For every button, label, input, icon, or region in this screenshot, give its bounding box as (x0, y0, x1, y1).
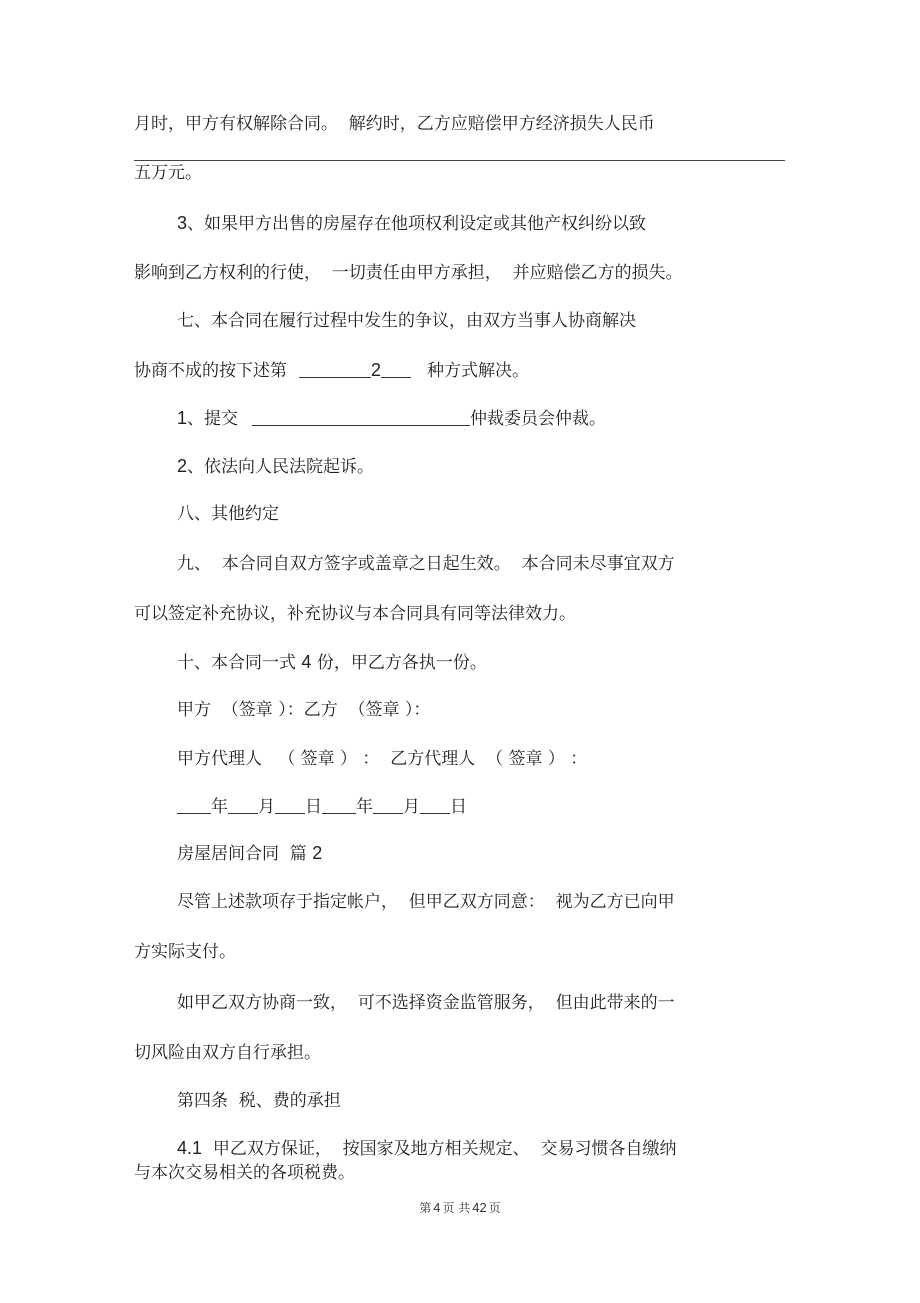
option-number: 1 (177, 408, 188, 428)
page-footer (0, 1199, 920, 1216)
day-label: 日 (450, 797, 467, 817)
month-label: 月 (258, 797, 275, 817)
clause-3 (177, 212, 646, 235)
year-label: 年 (356, 797, 373, 817)
contract-section-title (177, 842, 322, 865)
paragraph-line: 影响到乙方权利的行使， 一切责任由甲方承担， 并应赔偿乙方的损失。 (134, 263, 683, 283)
option-number: 2 (177, 456, 188, 476)
footer-prefix: 第 (419, 1201, 432, 1215)
dispute-method-suffix: 种方式解决。 (427, 361, 530, 381)
article-4-heading: 第四条 税、费的承担 (177, 1091, 341, 1111)
date-line (177, 795, 467, 818)
year-label: 年 (211, 797, 228, 817)
arbitration-blank (252, 407, 470, 426)
month-blank (373, 795, 403, 814)
year-blank (177, 795, 211, 814)
blank-line (299, 359, 371, 378)
paragraph-line: 方实际支付。 (134, 942, 236, 962)
option-text: 、依法向人民法院起诉。 (187, 457, 375, 477)
method-number: 2 (371, 360, 382, 380)
paragraph-line: 切风险由双方自行承担。 (134, 1043, 321, 1063)
day-label: 日 (305, 797, 322, 817)
paragraph-line: 可以签定补充协议，补充协议与本合同具有同等法律效力。 (134, 604, 576, 624)
paragraph-line: 如甲乙双方协商一致， 可不选择资金监管服务， 但由此带来的一 (177, 993, 675, 1013)
dispute-method-line (134, 359, 529, 382)
clause-text: 、如果甲方出售的房屋存在他项权利设定或其他产权纠纷以致 (187, 214, 647, 234)
total-page-count: 42 (472, 1200, 487, 1215)
section-10-suffix: 份，甲乙方各执一份。 (316, 653, 487, 673)
copy-count: 4 (301, 652, 312, 672)
section-10-prefix: 十、本合同一式 (177, 653, 296, 673)
section-10-heading (177, 651, 487, 674)
clause-number: 4.1 (177, 1138, 203, 1158)
section-8-heading: 八、其他约定 (177, 504, 279, 524)
option-text-suffix: 仲裁委员会仲裁。 (470, 409, 607, 429)
paragraph-line: 五万元。 (134, 163, 202, 183)
month-blank (228, 795, 258, 814)
signature-line-parties: 甲方 （签章 ）：乙方 （签章 ）： (177, 700, 431, 720)
footer-middle: 页 共 (442, 1201, 471, 1215)
paragraph-line: 月时，甲方有权解除合同。 解约时，乙方应赔偿甲方经济损失人民币 (134, 114, 655, 134)
blank-line (381, 359, 411, 378)
underline-rule (134, 160, 785, 161)
paragraph-line: 与本次交易相关的各项税费。 (134, 1163, 355, 1183)
section-9-heading: 九、 本合同自双方签字或盖章之日起生效。 本合同未尽事宜双方 (177, 554, 675, 574)
dispute-method-prefix: 协商不成的按下述第 (134, 361, 287, 381)
option-2 (177, 455, 374, 478)
section-7-heading: 七、本合同在履行过程中发生的争议，由双方当事人协商解决 (177, 311, 636, 331)
contract-title-text: 房屋居间合同 篇 (177, 844, 307, 864)
year-blank (322, 795, 356, 814)
option-text: 、提交 (187, 409, 239, 429)
day-blank (420, 795, 450, 814)
paragraph-line: 尽管上述款项存于指定帐户， 但甲乙双方同意： 视为乙方已向甲 (177, 892, 675, 912)
current-page-number: 4 (433, 1200, 441, 1215)
option-1 (177, 407, 606, 430)
footer-suffix: 页 (488, 1201, 501, 1215)
clause-4-1 (177, 1137, 676, 1160)
day-blank (275, 795, 305, 814)
section-number: 2 (312, 843, 323, 863)
signature-line-agents: 甲方代理人 （ 签章 ） ： 乙方代理人 （ 签章 ） ： (177, 749, 588, 769)
clause-text: 甲乙双方保证， 按国家及地方相关规定、 交易习惯各自缴纳 (202, 1139, 677, 1159)
month-label: 月 (403, 797, 420, 817)
clause-number: 3 (177, 213, 188, 233)
